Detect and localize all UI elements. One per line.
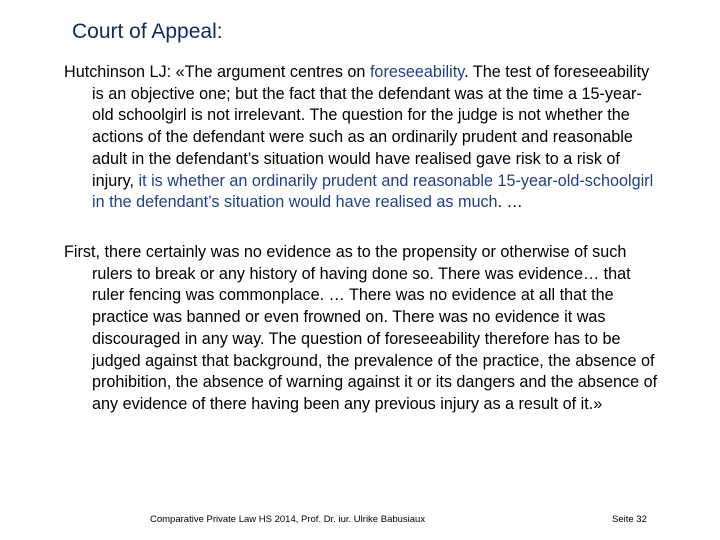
test-highlight: it is whether an ordinarily prudent and reasonable 15-year-old-schoolgirl in the defendant’s situation would have realised as much [92,171,654,212]
slide-title: Court of Appeal: [72,20,223,43]
quote-paragraph-1 [64,62,660,214]
foreseeability-highlight: foreseeability [369,63,465,81]
footer-page-number: Seite 32 [612,514,647,525]
quote-text-part-2: . The test of foreseeability is an objective one; but the fact that the defendant was at the time a 15-year-old schoolgirl is not irrelevant. The question for the judge is not whether the actions of the defendant were such as an ordinarily prudent and reasonable adult in the defendant’s situation would have realised gave risk to a risk of injury, [92,63,650,190]
footer-course: Comparative Private Law HS 2014, Prof. Dr. iur. Ulrike Babusiaux [150,514,426,525]
quote-text-part-3: . … [497,193,523,212]
quote-paragraph-2: First, there certainly was no evidence as to the propensity or otherwise of such rulers to break or any history of having done so. There was evidence… that ruler fencing was commonplace. … There was no evidence at all that the practice was banned or even frowned on. There was no evidence it was discouraged in any way. The question of foreseeability therefore has to be judged against that background, the prevalence of the practice, the absence of prohibition, the absence of warning against it or its dangers and the absence of any evidence of there having been any previous injury as a result of it.» [64,243,658,413]
quote-text-part-1: Hutchinson LJ: «The argument centres on [64,63,370,81]
